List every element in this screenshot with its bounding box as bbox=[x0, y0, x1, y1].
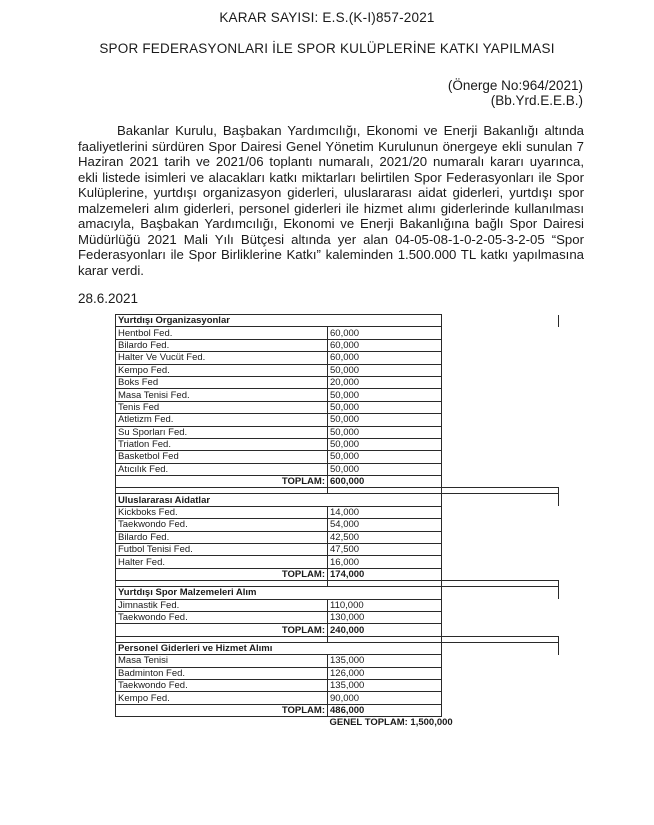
section-total-label: TOPLAM: bbox=[116, 568, 328, 580]
decision-date: 28.6.2021 bbox=[78, 291, 139, 306]
blank-cell bbox=[442, 364, 559, 376]
table-row bbox=[116, 389, 559, 401]
section-heading-filler bbox=[328, 494, 442, 506]
section-heading-filler bbox=[328, 315, 442, 327]
federation-name: Taekwondo Fed. bbox=[116, 611, 328, 623]
motion-reference: (Önerge No:964/2021) bbox=[447, 78, 583, 93]
blank-cell bbox=[442, 376, 559, 388]
federation-name: Atıcılık Fed. bbox=[116, 463, 328, 475]
federation-name: Jimnastik Fed. bbox=[116, 599, 328, 611]
blank-cell bbox=[442, 587, 559, 599]
table-row bbox=[116, 692, 559, 704]
contribution-amount: 16,000 bbox=[328, 556, 442, 568]
federation-name: Hentbol Fed. bbox=[116, 327, 328, 339]
grand-total: GENEL TOPLAM: 1,500,000 bbox=[329, 717, 453, 729]
contribution-amount: 60,000 bbox=[328, 339, 442, 351]
blank-cell bbox=[442, 531, 559, 543]
federation-name: Bilardo Fed. bbox=[116, 339, 328, 351]
blank-cell bbox=[442, 339, 559, 351]
blank-cell bbox=[442, 667, 559, 679]
section-heading-filler bbox=[328, 587, 442, 599]
section-total-amount: 486,000 bbox=[328, 704, 442, 716]
section-heading: Personel Giderleri ve Hizmet Alımı bbox=[116, 642, 328, 654]
section-total-row bbox=[116, 476, 559, 488]
contribution-amount: 110,000 bbox=[328, 599, 442, 611]
contribution-amount: 50,000 bbox=[328, 364, 442, 376]
blank-cell bbox=[442, 494, 559, 506]
contribution-amount: 50,000 bbox=[328, 389, 442, 401]
contribution-amount: 135,000 bbox=[328, 679, 442, 691]
contribution-table bbox=[115, 314, 559, 729]
blank-cell bbox=[442, 506, 559, 518]
blank-cell bbox=[442, 315, 559, 327]
blank-cell bbox=[442, 352, 559, 364]
contribution-amount: 126,000 bbox=[328, 667, 442, 679]
table-row bbox=[116, 506, 559, 518]
table-row bbox=[116, 339, 559, 351]
section-total-row bbox=[116, 624, 559, 636]
table-row bbox=[116, 364, 559, 376]
contribution-amount: 90,000 bbox=[328, 692, 442, 704]
table-row bbox=[116, 599, 559, 611]
section-heading-row bbox=[116, 587, 559, 599]
table-row bbox=[116, 655, 559, 667]
table-row bbox=[116, 352, 559, 364]
federation-name: Kempo Fed. bbox=[116, 364, 328, 376]
table-row bbox=[116, 611, 559, 623]
blank-cell bbox=[442, 438, 559, 450]
federation-name: Badminton Fed. bbox=[116, 667, 328, 679]
table-row bbox=[116, 544, 559, 556]
section-total-label: TOPLAM: bbox=[116, 704, 328, 716]
blank-cell bbox=[442, 599, 559, 611]
section-heading-row bbox=[116, 494, 559, 506]
contribution-amount: 60,000 bbox=[328, 352, 442, 364]
contribution-amount: 50,000 bbox=[328, 463, 442, 475]
federation-name: Kempo Fed. bbox=[116, 692, 328, 704]
blank-cell bbox=[442, 401, 559, 413]
blank-cell bbox=[442, 519, 559, 531]
federation-name: Atletizm Fed. bbox=[116, 414, 328, 426]
federation-name: Halter Fed. bbox=[116, 556, 328, 568]
blank-cell bbox=[442, 414, 559, 426]
blank-cell bbox=[442, 389, 559, 401]
blank-cell bbox=[442, 451, 559, 463]
blank-cell bbox=[442, 611, 559, 623]
blank-cell bbox=[442, 704, 559, 716]
blank-cell bbox=[116, 717, 328, 729]
blank-cell bbox=[442, 476, 559, 488]
blank-cell bbox=[442, 426, 559, 438]
section-heading: Yurtdışı Organizasyonlar bbox=[116, 315, 328, 327]
table-row bbox=[116, 414, 559, 426]
contribution-amount: 14,000 bbox=[328, 506, 442, 518]
table-row bbox=[116, 679, 559, 691]
federation-name: Su Sporları Fed. bbox=[116, 426, 328, 438]
federation-name: Triatlon Fed. bbox=[116, 438, 328, 450]
section-total-amount: 600,000 bbox=[328, 476, 442, 488]
section-total-row bbox=[116, 568, 559, 580]
federation-name: Tenis Fed bbox=[116, 401, 328, 413]
table-row bbox=[116, 463, 559, 475]
table-row bbox=[116, 376, 559, 388]
table-row bbox=[116, 519, 559, 531]
blank-cell bbox=[442, 544, 559, 556]
contribution-amount: 42,500 bbox=[328, 531, 442, 543]
blank-cell bbox=[442, 624, 559, 636]
section-heading: Uluslararası Aidatlar bbox=[116, 494, 328, 506]
section-total-row bbox=[116, 704, 559, 716]
ministry-reference: (Bb.Yrd.E.E.B.) bbox=[490, 93, 583, 108]
federation-name: Masa Tenisi Fed. bbox=[116, 389, 328, 401]
section-total-amount: 240,000 bbox=[328, 624, 442, 636]
table-row bbox=[116, 451, 559, 463]
blank-cell bbox=[442, 568, 559, 580]
contribution-amount: 50,000 bbox=[328, 401, 442, 413]
federation-name: Taekwondo Fed. bbox=[116, 519, 328, 531]
blank-cell bbox=[442, 327, 559, 339]
blank-cell bbox=[442, 463, 559, 475]
decision-number: KARAR SAYISI: E.S.(K-I)857-2021 bbox=[219, 10, 435, 25]
blank-cell bbox=[442, 692, 559, 704]
table-row bbox=[116, 556, 559, 568]
contribution-amount: 50,000 bbox=[328, 451, 442, 463]
contribution-amount: 130,000 bbox=[328, 611, 442, 623]
decision-paragraph: Bakanlar Kurulu, Başbakan Yardımcılığı, Ekonomi ve Enerji Bakanlığı altında faaliyetlerini sürdüren Spor Dairesi Genel Yönetim Kurulunun önergeye ekli sunulan 7 Haziran 2021 tarih ve 2021/06 toplantı numaralı, 2021/20 numaralı kararı uyarınca, ekli listede isimleri ve alacakları katkı miktarları belirtilen Spor Federasyonları ile Spor Kulüplerine, yurtdışı organizasyon giderleri, uluslararası aidat giderleri, yurtdışı spor malzemeleri alım giderleri, personel giderleri ile hizmet alımı giderlerinde kullanılması amacıyla, Başbakan Yardımcılığı, Ekonomi ve Enerji Bakanlığına bağlı Spor Dairesi Müdürlüğü 2021 Mali Yılı Bütçesi altında yer alan 04-05-08-1-0-2-05-3-2-05 “Spor Federasyonları ile Spor Birliklerine Katkı” kaleminden 1.500.000 TL katkı yapılmasına karar verdi. bbox=[78, 123, 584, 278]
section-total-label: TOPLAM: bbox=[116, 624, 328, 636]
blank-cell bbox=[442, 556, 559, 568]
contribution-amount: 20,000 bbox=[328, 376, 442, 388]
grand-total-row bbox=[116, 717, 559, 729]
section-heading-filler bbox=[328, 642, 442, 654]
table-row bbox=[116, 667, 559, 679]
section-total-label: TOPLAM: bbox=[116, 476, 328, 488]
federation-name: Kickboks Fed. bbox=[116, 506, 328, 518]
table-row bbox=[116, 531, 559, 543]
federation-name: Basketbol Fed bbox=[116, 451, 328, 463]
contribution-amount: 50,000 bbox=[328, 426, 442, 438]
table-row bbox=[116, 327, 559, 339]
federation-name: Bilardo Fed. bbox=[116, 531, 328, 543]
section-total-amount: 174,000 bbox=[328, 568, 442, 580]
document-title: SPOR FEDERASYONLARI İLE SPOR KULÜPLERİNE KATKI YAPILMASI bbox=[99, 41, 555, 56]
table-row bbox=[116, 426, 559, 438]
contribution-amount: 60,000 bbox=[328, 327, 442, 339]
contribution-amount: 50,000 bbox=[328, 438, 442, 450]
contribution-amount: 47,500 bbox=[328, 544, 442, 556]
federation-name: Halter Ve Vucüt Fed. bbox=[116, 352, 328, 364]
federation-name: Futbol Tenisi Fed. bbox=[116, 544, 328, 556]
blank-cell bbox=[442, 655, 559, 667]
federation-name: Taekwondo Fed. bbox=[116, 679, 328, 691]
contribution-amount: 135,000 bbox=[328, 655, 442, 667]
contribution-amount: 54,000 bbox=[328, 519, 442, 531]
section-heading-row bbox=[116, 642, 559, 654]
blank-cell bbox=[442, 642, 559, 654]
contribution-amount: 50,000 bbox=[328, 414, 442, 426]
table-row bbox=[116, 438, 559, 450]
federation-name: Boks Fed bbox=[116, 376, 328, 388]
section-heading-row bbox=[116, 315, 559, 327]
blank-cell bbox=[442, 679, 559, 691]
federation-name: Masa Tenisi bbox=[116, 655, 328, 667]
table-row bbox=[116, 401, 559, 413]
section-heading: Yurtdışı Spor Malzemeleri Alım bbox=[116, 587, 328, 599]
